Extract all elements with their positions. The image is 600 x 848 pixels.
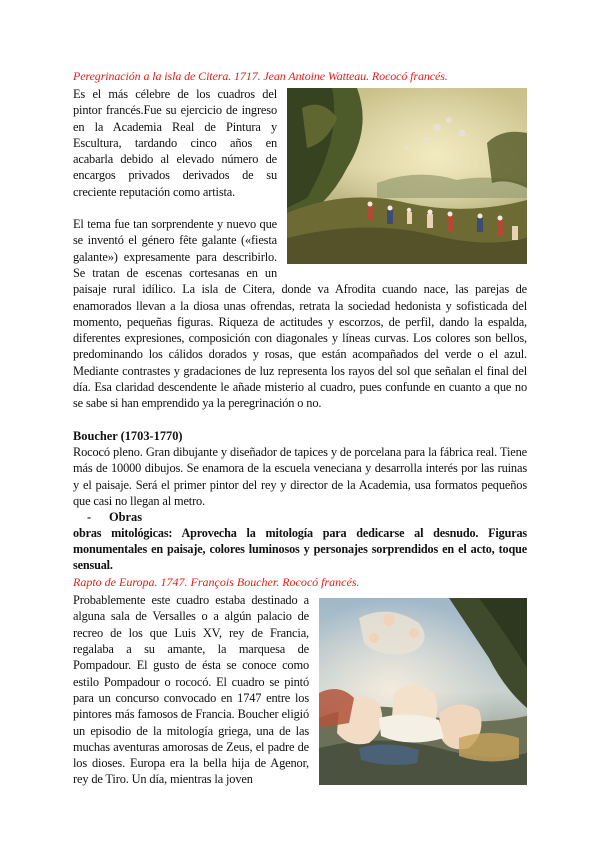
pilgrimage-to-cythera-picture [287, 88, 527, 264]
boucher-paragraph-2: Probablemente este cuadro estaba destinado a alguna sala de Versalles o a algún palacio de recreo de los que Luis XV, rey de Francia, regalaba a su amante, la marquesa de Pompadour. El gusto de ésta se conoce como estilo Pompadour o rococó. El cuadro se pintó para un concurso convocado en 1747 entre los pintores más famosos de Francia. Boucher eligió un episodio de la mitología griega, una de las muchas aventuras amorosas de Zeus, el padre de los dioses. Europa era la bella hija de Agenor, rey de Tiro. Un día, mientras la joven [73, 593, 309, 787]
mythological-works-paragraph: obras mitológicas: Aprovecha la mitología para dedicarse al desnudo. Figuras monumentales en paisaje, colores luminosos y personajes sorprendidos en el acto, toque sensual. [73, 526, 527, 573]
boucher-painting-image [319, 594, 527, 790]
watteau-paragraph-1: Es el más célebre de los cuadros del pintor francés.Fue su ejercicio de ingreso en la Academia Real de Pintura y Escultura, tardando cinco años en acabarla debido al elevado número de encargos privados derivados de su creciente reputación como artista. [73, 87, 277, 199]
obras-bullet [73, 509, 527, 525]
boucher-heading: Boucher (1703-1770) [73, 428, 183, 443]
rape-of-europa-picture [319, 598, 527, 785]
watteau-paragraph-2: El tema fue tan sorprendente y nuevo que se inventó el género fête galante («fiesta galante») expresamente para describirlo. Se tratan de escenas cortesanas en un paisaje rural idílico. La isla de Citera, donde va Afrodita cuando nace, las parejas de enamorados llevan a la diosa unas ofrendas, retrata la sociedad hedonista y sofisticada del momento, pequeñas figuras. Riqueza de actitudes y escorzos, de perfil, dando la espalda, diferentes expresiones, composición con diagonales y líneas curvas. Los colores son bellos, predominando los cálidos dorados y rosas, que están acompañados del verde o el azul. Mediante contrastes y gradaciones de luz representa los rayos del sol que señalan el final del día. Esa claridad descendente le añade misterio al cuadro, pues confunde en cuanto a que no se sabe si han emprendido ya la peregrinación o no. [73, 217, 527, 411]
document-page [73, 68, 527, 794]
watteau-painting-title: Peregrinación a la isla de Citera. 1717. Jean Antoine Watteau. Rococó francés. [73, 69, 448, 83]
boucher-paragraph-1: Rococó pleno. Gran dibujante y diseñador de tapices y de porcelana para la fábrica real. Tiene más de 10000 dibujos. Se enamora de la escuela veneciana y desarrolla interés por las ruinas y el paisaje. Será el primer pintor del rey y director de la Academia, usa formatos pequeños que casi no llegan al metro. [73, 444, 527, 508]
obras-label: Obras [109, 510, 143, 525]
watteau-painting-image [287, 88, 527, 269]
boucher-painting-title: Rapto de Europa. 1747. François Boucher. Rococó francés. [73, 575, 360, 590]
bullet-dash: - [87, 510, 92, 525]
